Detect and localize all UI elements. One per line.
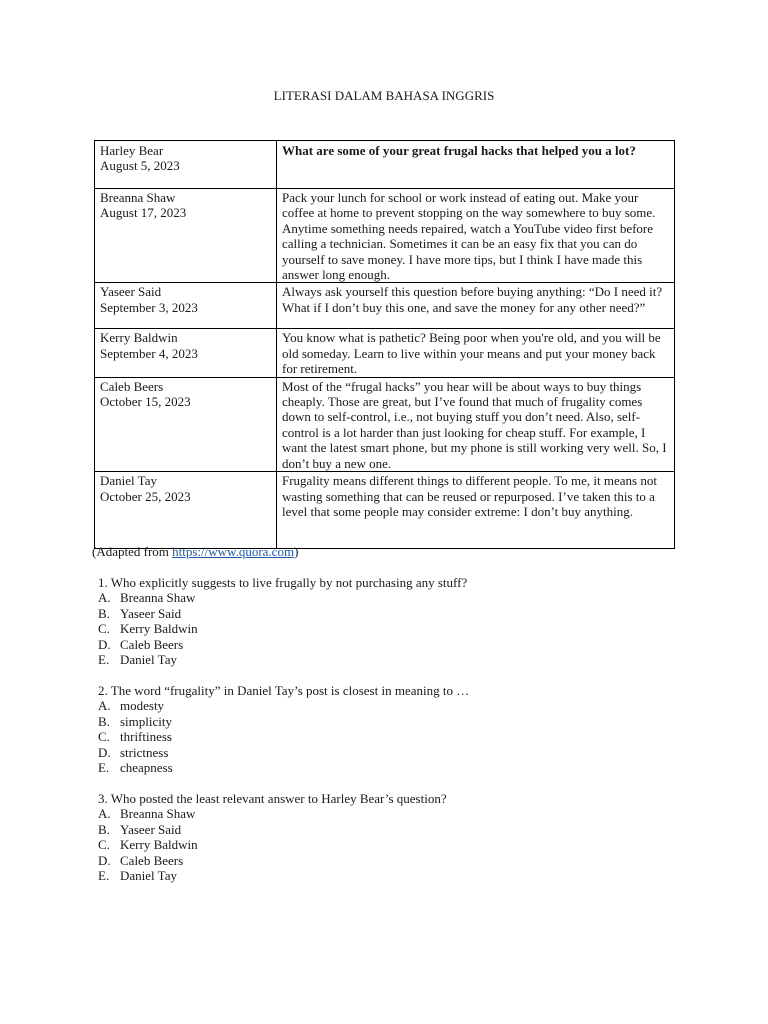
option-item [98, 760, 469, 775]
option-letter: A. [98, 806, 111, 822]
option-text: Breanna Shaw [120, 806, 196, 822]
option-letter: D. [98, 852, 111, 868]
post-date: October 25, 2023 [100, 488, 191, 504]
option-letter: C. [98, 729, 110, 745]
option-letter: B. [98, 605, 110, 621]
post-date: September 4, 2023 [100, 345, 198, 361]
page-title: LITERASI DALAM BAHASA INGGRIS [273, 88, 495, 103]
source-note [92, 544, 298, 559]
option-list [98, 806, 447, 883]
author-cell [95, 189, 277, 283]
option-item [98, 621, 467, 636]
option-letter: D. [98, 744, 111, 760]
author-name: Yaseer Said [100, 284, 162, 300]
option-letter: C. [98, 621, 110, 637]
option-text: Kerry Baldwin [120, 837, 198, 853]
option-item [98, 837, 447, 852]
question-3 [98, 791, 447, 883]
post-cell [277, 377, 675, 471]
answer-text: Always ask yourself this question before buying anything: “Do I need it? What if I don’t buy this one, and save the money for any other need?” [282, 284, 663, 315]
source-prefix: (Adapted from [92, 544, 173, 559]
option-letter: E. [98, 760, 110, 776]
option-letter: E. [98, 868, 110, 884]
option-text: Yaseer Said [120, 821, 182, 837]
source-link[interactable]: https://www.quora.com [172, 544, 295, 559]
author-name: Caleb Beers [100, 378, 164, 394]
option-letter: B. [98, 713, 110, 729]
post-cell [277, 283, 675, 329]
option-text: cheapness [120, 760, 173, 776]
table-row [95, 472, 675, 549]
author-name: Daniel Tay [100, 473, 157, 489]
option-item [98, 822, 447, 837]
option-letter: D. [98, 636, 111, 652]
table-row [95, 329, 675, 377]
option-item [98, 729, 469, 744]
question-text: 3. Who posted the least relevant answer to Harley Bear’s question? [98, 791, 447, 806]
option-list [98, 698, 469, 775]
table-row [95, 189, 675, 283]
option-text: Daniel Tay [120, 868, 177, 884]
author-cell [95, 283, 277, 329]
answer-text: Frugality means different things to different people. To me, it means not wasting something that can be reused or repurposed. I’ve taken this to a level that some people may consider extreme: I don’t buy anything. [282, 473, 657, 519]
option-text: strictness [120, 744, 169, 760]
option-letter: A. [98, 698, 111, 714]
table-row [95, 283, 675, 329]
post-cell [277, 329, 675, 377]
source-suffix: ) [294, 544, 299, 559]
option-text: Caleb Beers [120, 636, 184, 652]
author-cell [95, 377, 277, 471]
post-date: August 5, 2023 [100, 158, 180, 174]
option-text: Daniel Tay [120, 652, 177, 668]
option-text: Yaseer Said [120, 605, 182, 621]
author-cell [95, 472, 277, 549]
option-item [98, 637, 467, 652]
author-cell [95, 141, 277, 189]
question-post-text: What are some of your great frugal hacks that helped you a lot? [282, 143, 636, 158]
option-text: Kerry Baldwin [120, 621, 198, 637]
option-item [98, 652, 467, 667]
option-item [98, 590, 467, 605]
post-cell [277, 189, 675, 283]
option-text: Caleb Beers [120, 852, 184, 868]
option-list [98, 590, 467, 667]
option-text: modesty [120, 698, 165, 714]
question-1 [98, 575, 467, 667]
post-date: October 15, 2023 [100, 394, 191, 410]
option-text: simplicity [120, 713, 172, 729]
author-name: Breanna Shaw [100, 190, 176, 205]
option-letter: C. [98, 837, 110, 853]
author-name: Kerry Baldwin [100, 330, 178, 346]
option-item [98, 745, 469, 760]
table-row [95, 377, 675, 471]
post-cell [277, 472, 675, 549]
option-text: thriftiness [120, 729, 172, 745]
option-item [98, 714, 469, 729]
option-letter: E. [98, 652, 110, 668]
option-item [98, 606, 467, 621]
option-letter: A. [98, 590, 111, 606]
post-date: August 17, 2023 [100, 205, 187, 221]
answer-text: Most of the “frugal hacks” you hear will be about ways to buy things cheaply. Those are great, but I’ve found that much of frugality comes down to self-control, i.e., not buying stuff you don’t need. Also, self-control is a lot harder than just looking for cheap stuff. For example, I want the latest smart phone, but my phone is still working very well. So, I don’t buy a new one. [282, 378, 667, 471]
table-row [95, 141, 675, 189]
option-item [98, 853, 447, 868]
option-item [98, 868, 447, 883]
post-date: September 3, 2023 [100, 299, 198, 315]
option-letter: B. [98, 821, 110, 837]
question-text: 2. The word “frugality” in Daniel Tay’s post is closest in meaning to … [98, 683, 470, 698]
author-cell [95, 329, 277, 377]
author-name: Harley Bear [100, 143, 164, 158]
post-cell [277, 141, 675, 189]
posts-table [94, 140, 675, 549]
question-2 [98, 683, 469, 775]
option-text: Breanna Shaw [120, 590, 196, 606]
answer-text: Pack your lunch for school or work instead of eating out. Make your coffee at home to prevent stopping on the way somewhere to buy some. Anytime something needs repaired, watch a YouTube video first before calling a technician. Sometimes it can be an easy fix that you can do yourself to save money. I have more tips, but I think I have made this answer long enough. [282, 190, 656, 283]
option-item [98, 698, 469, 713]
question-text: 1. Who explicitly suggests to live frugally by not purchasing any stuff? [98, 575, 468, 590]
option-item [98, 806, 447, 821]
answer-text: You know what is pathetic? Being poor when you're old, and you will be old someday. Learn to live within your means and put your money back for retirement. [282, 330, 661, 377]
